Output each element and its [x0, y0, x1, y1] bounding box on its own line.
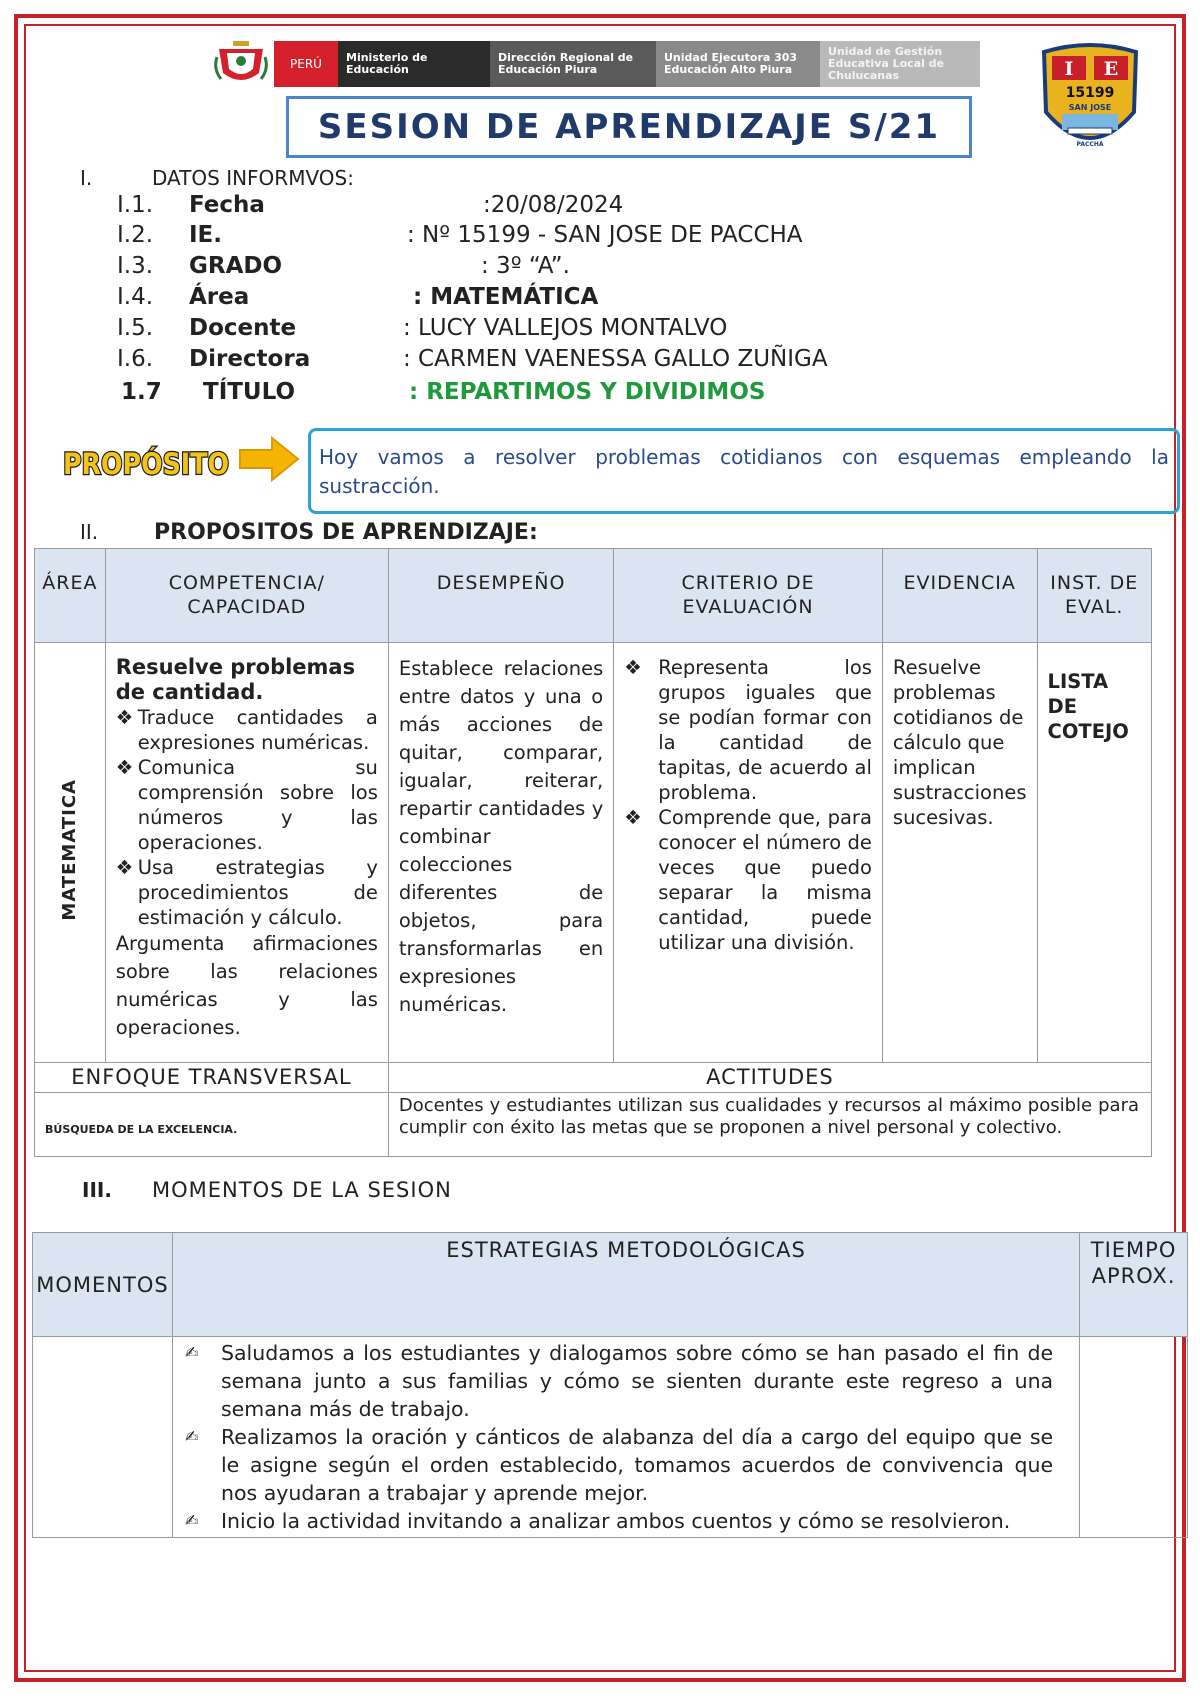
section-iii-number: III.	[82, 1178, 112, 1202]
competencia-title: Resuelve problemas de cantidad.	[115, 655, 356, 704]
diamond-bullet-icon: ❖	[624, 806, 642, 829]
evidencia-cell	[882, 643, 1037, 1063]
peru-coat-of-arms-icon	[208, 38, 274, 90]
estrategia-item: ✍ Realizamos la oración y cánticos de alabanza del día a cargo del equipo que se le asigne según el orden establecido, tomamos acuerdos de convivencia que nos ayudaran a trabajar y aprende mejor.	[184, 1425, 1054, 1505]
section-iii-title: MOMENTOS DE LA SESION	[152, 1178, 452, 1202]
enfoque-header-row	[35, 1063, 1152, 1093]
estrategia-item: ✍ Inicio la actividad invitando a analizar ambos cuentos y cómo se resolvieron.	[184, 1509, 1011, 1533]
desempeno-text: Establece relaciones entre datos y una o más acciones de quitar, comparar, igualar, reiterar, repartir cantidades y combinar colecciones diferentes de objetos, para transformarlas en expresiones numéricas.	[398, 657, 604, 1016]
momentos-table	[32, 1232, 1188, 1538]
capacidad-argumenta: Argumenta afirmaciones sobre las relaciones numéricas y las operaciones.	[115, 932, 378, 1039]
section-i-title: DATOS INFORMVOS:	[152, 166, 354, 190]
propositos-content-row	[35, 643, 1152, 1063]
diamond-bullet-icon: ❖	[115, 856, 134, 879]
criterio-item: ❖ Representa los grupos iguales que se podían formar con la cantidad de tapitas, de acuerdo al problema.	[624, 656, 872, 804]
propositos-header-row	[35, 549, 1152, 643]
actitudes-value: Docentes y estudiantes utilizan sus cualidades y recursos al máximo posible para cumplir con éxito las metas que se proponen a nivel personal y colectivo.	[388, 1093, 1151, 1157]
svg-text:SAN JOSE: SAN JOSE	[1068, 103, 1112, 112]
estrategia-item: ✍ Saludamos a los estudiantes y dialogamos sobre cómo se han pasado el fin de semana junto a sus familias y cómo se sienten durante este regreso a una semana más de trabajo.	[184, 1341, 1054, 1421]
writing-hand-bullet-icon: ✍	[184, 1343, 199, 1362]
capacidad-item: ❖ Usa estrategias y procedimientos de estimación y cálculo.	[115, 856, 378, 929]
institution-logo-bar	[208, 38, 980, 86]
estrategias-cell	[172, 1337, 1079, 1538]
logo-unidad-ejecutora: Unidad Ejecutora 303 Educación Alto Piura	[656, 41, 820, 87]
capacidad-item: ❖ Comunica su comprensión sobre los números y las operaciones.	[115, 756, 378, 854]
criterio-item: ❖ Comprende que, para conocer el número de veces que puedo separar la misma cantidad, puede utilizar una división.	[624, 806, 872, 954]
competencia-cell	[105, 643, 388, 1063]
diamond-bullet-icon: ❖	[115, 706, 134, 729]
diamond-bullet-icon: ❖	[624, 656, 642, 679]
instrumento-cell	[1037, 643, 1151, 1063]
capacidad-item: ❖ Traduce cantidades a expresiones numéricas.	[115, 706, 378, 754]
school-crest-icon	[1038, 42, 1142, 156]
session-title: SESION DE APRENDIZAJE S/21	[317, 107, 941, 147]
section-ii-number: II.	[80, 520, 99, 544]
area-cell	[35, 643, 106, 1063]
momento-cell	[33, 1337, 173, 1538]
momentos-content-row	[33, 1337, 1188, 1538]
svg-text:I: I	[1064, 58, 1074, 80]
enfoque-value: BÚSQUEDA DE LA EXCELENCIA.	[35, 1093, 389, 1157]
proposito-text: Hoy vamos a resolver problemas cotidianos con esquemas empleando la sustracción.	[319, 445, 1169, 498]
arrow-right-icon	[238, 436, 300, 482]
logo-ugel: Unidad de Gestión Educativa Local de Chulucanas	[820, 41, 980, 87]
section-i-number: I.	[80, 166, 93, 190]
header-estrategias: ESTRATEGIAS METODOLÓGICAS	[172, 1233, 1079, 1337]
header-evidencia: EVIDENCIA	[882, 549, 1037, 643]
svg-text:PROPÓSITO: PROPÓSITO	[63, 447, 229, 481]
evidencia-text: Resuelve problemas cotidianos de cálculo que implican sustracciones sucesivas.	[892, 656, 1027, 829]
diamond-bullet-icon: ❖	[115, 756, 134, 779]
header-desempeno: DESEMPEÑO	[388, 549, 613, 643]
logo-ministerio: Ministerio de Educación	[338, 41, 490, 87]
header-instrumento: INST. DE EVAL.	[1037, 549, 1151, 643]
enfoque-header: ENFOQUE TRANSVERSAL	[35, 1063, 389, 1093]
header-area: ÁREA	[35, 549, 106, 643]
header-momentos: MOMENTOS	[33, 1233, 173, 1337]
area-label: MATEMATICA	[59, 778, 81, 921]
logo-direccion-regional: Dirección Regional de Educación Piura	[490, 41, 656, 87]
header-tiempo: TIEMPO APROX.	[1080, 1233, 1188, 1337]
desempeno-cell	[388, 643, 613, 1063]
instrumento-text: LISTA DE COTEJO	[1047, 670, 1129, 743]
writing-hand-bullet-icon: ✍	[184, 1511, 199, 1530]
header-competencia: COMPETENCIA/ CAPACIDAD	[105, 549, 388, 643]
proposito-word-art	[60, 434, 232, 488]
svg-text:E: E	[1103, 58, 1119, 80]
proposito-box	[308, 428, 1180, 514]
svg-text:15199: 15199	[1065, 85, 1115, 101]
header-criterio: CRITERIO DE EVALUACIÓN	[614, 549, 883, 643]
section-ii-title: PROPOSITOS DE APRENDIZAJE:	[154, 520, 538, 545]
enfoque-value-row	[35, 1093, 1152, 1157]
propositos-table	[34, 548, 1152, 1157]
svg-text:PACCHA: PACCHA	[1076, 141, 1104, 148]
actitudes-header: ACTITUDES	[388, 1063, 1151, 1093]
logo-peru: PERÚ	[274, 41, 338, 87]
momentos-header-row	[33, 1233, 1188, 1337]
tiempo-cell	[1080, 1337, 1188, 1538]
criterio-cell	[614, 643, 883, 1063]
session-title-box	[286, 96, 972, 158]
writing-hand-bullet-icon: ✍	[184, 1427, 199, 1446]
